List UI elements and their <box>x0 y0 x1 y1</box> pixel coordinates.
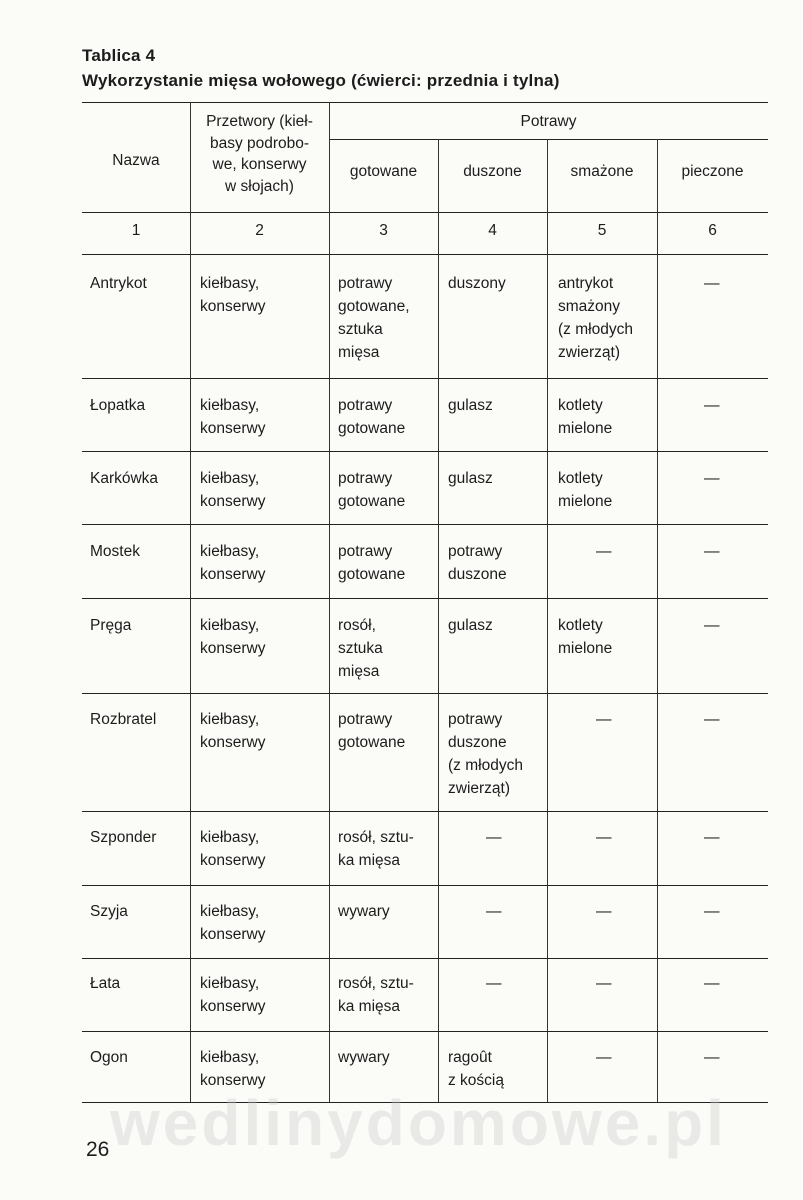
table-title: Wykorzystanie mięsa wołowego (ćwierci: przednia i tylna) <box>82 71 560 90</box>
cell-line: ka mięsa <box>338 852 401 869</box>
cell-line: — <box>596 543 612 560</box>
cell-c6: — <box>704 903 720 920</box>
row-divider <box>82 958 768 959</box>
row-name: Mostek <box>90 543 140 560</box>
cell-line: konserwy <box>200 998 266 1015</box>
cell-line: zwierząt) <box>448 780 511 797</box>
cell-line: kiełbasy, <box>200 711 260 728</box>
cell-line: — <box>596 829 612 846</box>
cell-c6: — <box>704 1049 720 1066</box>
cell-line: — <box>596 975 612 992</box>
cell-line: duszony <box>448 275 506 292</box>
cell-c6: — <box>704 397 720 414</box>
cell-line: wywary <box>338 903 390 920</box>
cell-line: rosół, sztu- <box>338 829 414 846</box>
row-name: Pręga <box>90 617 132 634</box>
cell-c5 <box>558 272 633 364</box>
header-duszone: duszone <box>463 163 522 180</box>
cell-line: kiełbasy, <box>200 903 260 920</box>
column-number: 4 <box>488 222 497 239</box>
cell-line: mielone <box>558 420 613 437</box>
cell-c5 <box>596 972 612 995</box>
cell-line: wywary <box>338 1049 390 1066</box>
col-divider-1 <box>190 102 191 1102</box>
cell-c3 <box>338 900 390 923</box>
cell-c2 <box>200 272 265 318</box>
row-divider <box>82 524 768 525</box>
header-przetwory-line: we, konserwy <box>212 156 307 173</box>
cell-line: smażony <box>558 298 621 315</box>
cell-line: konserwy <box>200 640 266 657</box>
cell-c6: — <box>704 829 720 846</box>
row-name: Ogon <box>90 1049 128 1066</box>
cell-c3 <box>338 1046 390 1069</box>
column-number: 5 <box>597 222 607 239</box>
cell-line: gotowane, <box>338 298 410 315</box>
cell-line: konserwy <box>200 420 266 437</box>
row-divider <box>82 811 768 812</box>
cell-line: mięsa <box>338 344 380 361</box>
cell-c4 <box>448 708 523 800</box>
row-divider <box>82 451 768 452</box>
header-przetwory-line: basy podrobo- <box>209 134 310 152</box>
row-divider <box>82 378 768 379</box>
cell-line: mięsa <box>338 663 380 680</box>
cell-line: z kością <box>448 1072 504 1089</box>
column-number: 2 <box>255 222 264 239</box>
header-bottom-rule <box>82 212 768 213</box>
header-smazone: smażone <box>570 163 634 180</box>
cell-c3 <box>338 272 410 364</box>
cell-line: gotowane <box>338 420 406 437</box>
cell-line: konserwy <box>200 493 266 510</box>
cell-c4 <box>448 394 493 417</box>
cell-c6: — <box>704 975 720 992</box>
cell-line: kiełbasy, <box>200 543 260 560</box>
header-pieczone: pieczone <box>681 163 744 180</box>
cell-line: konserwy <box>200 852 266 869</box>
cell-line: rosół, sztu- <box>338 975 414 992</box>
cell-c2 <box>200 614 265 660</box>
cell-line: gulasz <box>448 470 493 487</box>
row-divider <box>82 598 768 599</box>
cell-c3 <box>338 826 414 872</box>
cell-line: — <box>596 903 612 920</box>
cell-c6: — <box>704 617 720 634</box>
header-potrawy: Potrawy <box>520 113 577 130</box>
cell-line: kiełbasy, <box>200 975 260 992</box>
cell-c3 <box>338 467 405 513</box>
cell-line: — <box>486 975 502 992</box>
row-name: Szyja <box>90 903 128 920</box>
cell-line: gotowane <box>338 493 406 510</box>
cell-c4 <box>448 540 507 586</box>
cell-line: mielone <box>558 640 613 657</box>
cell-c5 <box>596 540 612 563</box>
cell-line: konserwy <box>200 298 266 315</box>
row-name: Karkówka <box>90 470 159 487</box>
row-divider <box>82 693 768 694</box>
cell-c6: — <box>704 470 720 487</box>
cell-c5 <box>596 1046 612 1069</box>
cell-line: kiełbasy, <box>200 829 260 846</box>
table-top-rule <box>82 102 768 103</box>
cell-c3 <box>338 972 414 1018</box>
cell-c2 <box>200 467 265 513</box>
cell-line: kotlety <box>558 617 603 634</box>
cell-c5 <box>596 900 612 923</box>
cell-line: potrawy <box>338 397 393 414</box>
header-przetwory-line: w słojach) <box>225 177 294 195</box>
cell-line: sztuka <box>338 321 383 338</box>
cell-c4 <box>448 467 493 490</box>
cell-line: kiełbasy, <box>200 617 260 634</box>
cell-c4 <box>486 826 502 849</box>
row-name: Rozbratel <box>90 711 157 728</box>
cell-c5 <box>596 708 612 731</box>
cell-c6: — <box>704 711 720 728</box>
cell-line: konserwy <box>200 566 266 583</box>
row-divider <box>82 1031 768 1032</box>
row-divider <box>82 885 768 886</box>
row-name: Antrykot <box>90 275 147 292</box>
cell-line: rosół, <box>338 617 376 634</box>
cell-c3 <box>338 394 405 440</box>
cell-line: zwierząt) <box>558 344 621 361</box>
cell-line: potrawy <box>448 543 503 560</box>
cell-c4 <box>486 972 502 995</box>
cell-c4 <box>448 614 493 637</box>
cell-c3 <box>338 708 405 754</box>
column-number: 6 <box>708 222 717 239</box>
cell-c2 <box>200 826 265 872</box>
col-divider-2 <box>329 102 330 1102</box>
cell-line: (z młodych <box>558 321 633 338</box>
cell-line: potrawy <box>448 711 503 728</box>
cell-line: kotlety <box>558 397 603 414</box>
cell-line: gulasz <box>448 617 493 634</box>
header-przetwory <box>190 111 329 197</box>
header-przetwory-line: Przetwory (kieł- <box>206 113 313 130</box>
row-name: Łata <box>90 975 121 992</box>
table-number: Tablica 4 <box>82 46 156 65</box>
cell-line: gotowane <box>338 566 406 583</box>
cell-line: mielone <box>558 493 613 510</box>
cell-line: ragoût <box>448 1049 492 1066</box>
cell-c2 <box>200 972 265 1018</box>
cell-line: (z młodych <box>448 757 523 774</box>
cell-c2 <box>200 900 265 946</box>
cell-line: kiełbasy, <box>200 275 260 292</box>
cell-c4 <box>486 900 502 923</box>
cell-c5 <box>596 826 612 849</box>
column-number: 3 <box>379 222 388 239</box>
cell-c3 <box>338 540 405 586</box>
table-caption <box>82 44 560 94</box>
cell-line: gulasz <box>448 397 493 414</box>
cell-line: — <box>596 1049 612 1066</box>
potrawy-rule <box>329 139 768 140</box>
cell-line: potrawy <box>338 711 393 728</box>
column-number: 1 <box>131 222 141 239</box>
cell-c3 <box>338 614 383 683</box>
page-number: 26 <box>86 1138 110 1161</box>
cell-c2 <box>200 708 265 754</box>
cell-c6: — <box>704 543 720 560</box>
cell-line: konserwy <box>200 926 266 943</box>
cell-line: gotowane <box>338 734 406 751</box>
cell-c2 <box>200 540 265 586</box>
cell-line: konserwy <box>200 734 266 751</box>
cell-line: antrykot <box>558 275 614 292</box>
cell-c5 <box>558 614 612 660</box>
cell-line: ka mięsa <box>338 998 401 1015</box>
cell-line: sztuka <box>338 640 383 657</box>
cell-c2 <box>200 394 265 440</box>
header-gotowane: gotowane <box>349 163 418 180</box>
cell-line: — <box>486 903 502 920</box>
row-name: Łopatka <box>90 397 146 414</box>
cell-line: kiełbasy, <box>200 470 260 487</box>
cell-c6: — <box>704 275 720 292</box>
cell-line: konserwy <box>200 1072 266 1089</box>
numbers-bottom-rule <box>82 254 768 255</box>
cell-line: potrawy <box>338 543 393 560</box>
cell-line: — <box>486 829 502 846</box>
cell-line: kotlety <box>558 470 603 487</box>
watermark-text: wedlinydomowe.pl <box>110 1087 727 1159</box>
cell-line: kiełbasy, <box>200 397 260 414</box>
cell-c5 <box>558 467 612 513</box>
cell-line: potrawy <box>338 470 393 487</box>
cell-line: duszone <box>448 734 507 751</box>
cell-line: potrawy <box>338 275 393 292</box>
cell-line: kiełbasy, <box>200 1049 260 1066</box>
cell-c5 <box>558 394 612 440</box>
row-name: Szponder <box>90 829 157 846</box>
cell-line: duszone <box>448 566 507 583</box>
header-nazwa: Nazwa <box>112 152 160 169</box>
cell-c4 <box>448 272 506 295</box>
cell-line: — <box>596 711 612 728</box>
